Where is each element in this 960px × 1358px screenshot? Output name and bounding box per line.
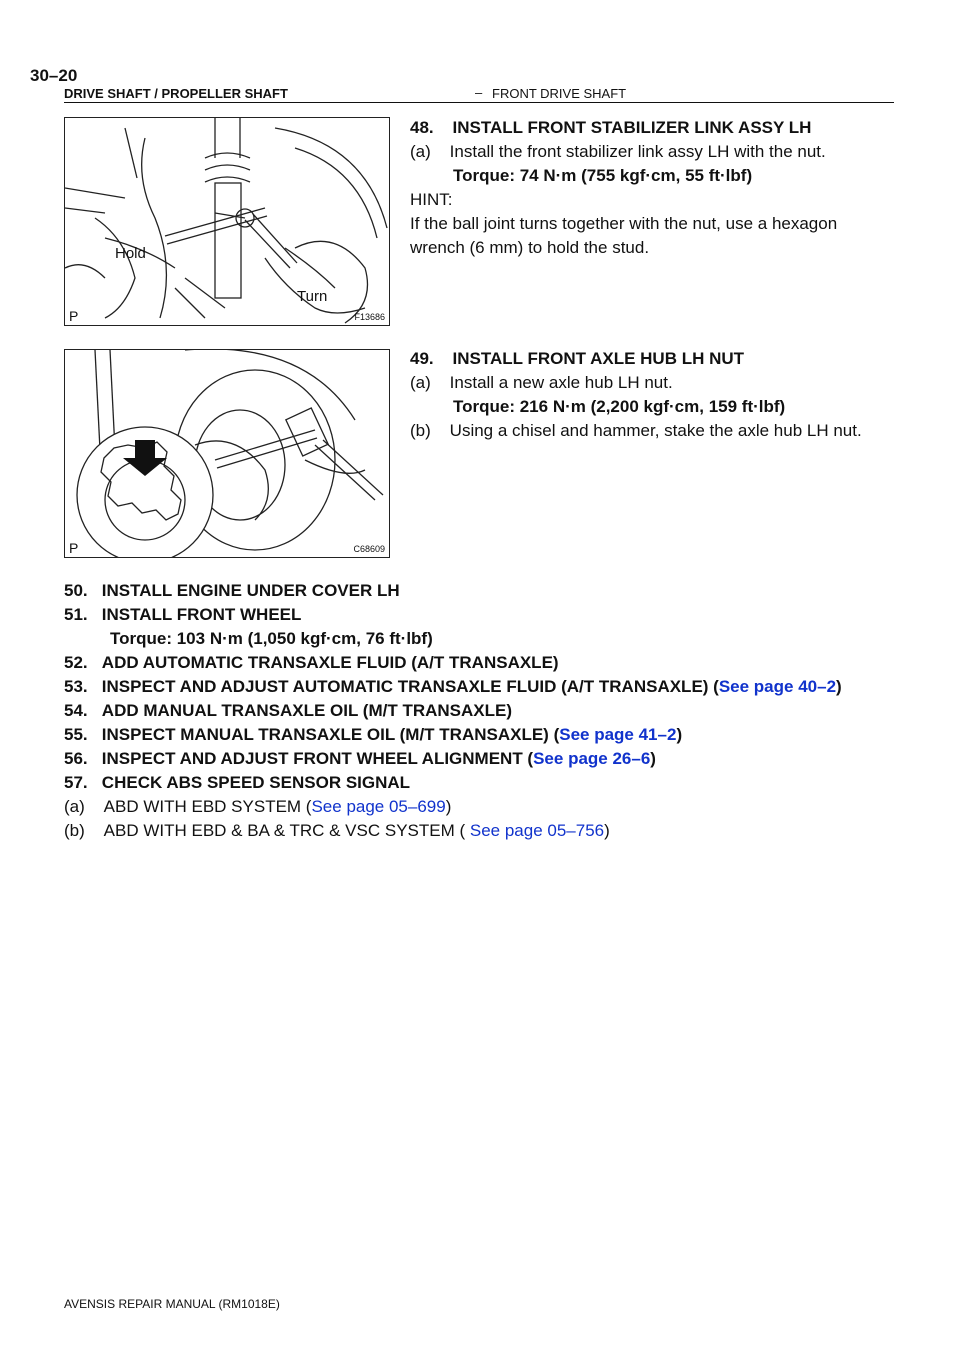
step-57-b-text: (b) ABD WITH EBD & BA & TRC & VSC SYSTEM ( [64, 821, 470, 840]
step-48-torque: Torque: 74 N·m (755 kgf·cm, 55 ft·lbf) [453, 166, 753, 185]
close-paren: ) [650, 749, 656, 768]
close-paren: ) [604, 821, 610, 840]
figure-axle-hub-nut [64, 349, 390, 558]
label-hold: Hold [115, 245, 146, 262]
close-paren: ) [445, 797, 452, 816]
axle-hub-nut-illustration [65, 350, 389, 557]
close-paren: ) [836, 677, 842, 696]
label-turn: Turn [297, 288, 328, 305]
step-48-hint-line2: wrench (6 mm) to hold the stud. [410, 238, 650, 257]
section-header [64, 86, 894, 103]
step-51: 51. INSTALL FRONT WHEEL [64, 605, 302, 624]
step-49-b: (b) Using a chisel and hammer, stake the axle hub LH nut. [410, 421, 862, 440]
step-54: 54. ADD MANUAL TRANSAXLE OIL (M/T TRANSAXLE) [64, 701, 512, 720]
step-57: 57. CHECK ABS SPEED SENSOR SIGNAL [64, 773, 411, 792]
step-53-link[interactable]: See page 40–2 [718, 677, 837, 696]
stabilizer-link-illustration [65, 118, 389, 325]
figure-p-mark: P [69, 308, 79, 324]
step-57-b-link[interactable]: See page 05–756 [469, 821, 605, 840]
step-57-a-link[interactable]: See page 05–699 [311, 797, 446, 816]
step-49-title: 49. INSTALL FRONT AXLE HUB LH NUT [410, 349, 745, 368]
step-57-b [64, 820, 610, 842]
step-51-torque: Torque: 103 N·m (1,050 kgf·cm, 76 ft·lbf) [110, 629, 433, 648]
step-55 [64, 724, 682, 746]
figure-stabilizer-link [64, 117, 390, 326]
section-title: DRIVE SHAFT / PROPELLER SHAFT [64, 86, 288, 101]
figure-p-mark: P [69, 540, 79, 556]
step-49-torque: Torque: 216 N·m (2,200 kgf·cm, 159 ft·lbf) [453, 397, 786, 416]
step-52: 52. ADD AUTOMATIC TRANSAXLE FLUID (A/T TRANSAXLE) [64, 653, 559, 672]
step-53-text: 53. INSPECT AND ADJUST AUTOMATIC TRANSAXLE FLUID (A/T TRANSAXLE) ( [64, 677, 719, 696]
step-56-text: 56. INSPECT AND ADJUST FRONT WHEEL ALIGNMENT ( [64, 749, 534, 768]
step-57-a [64, 796, 451, 818]
step-48-a: (a) Install the front stabilizer link assy LH with the nut. [410, 142, 826, 161]
step-48-title: 48. INSTALL FRONT STABILIZER LINK ASSY LH [410, 118, 812, 137]
footer-manual: AVENSIS REPAIR MANUAL (RM1018E) [64, 1297, 280, 1311]
step-48-hint-label: HINT: [410, 190, 453, 209]
step-56 [64, 748, 656, 770]
step-57-a-text: (a) ABD WITH EBD SYSTEM ( [64, 797, 312, 816]
subsection-title: FRONT DRIVE SHAFT [492, 86, 627, 101]
step-48-hint-line1: If the ball joint turns together with the nut, use a hexagon [410, 214, 838, 233]
close-paren: ) [676, 725, 683, 744]
step-50: 50. INSTALL ENGINE UNDER COVER LH [64, 581, 400, 600]
step-49-a: (a) Install a new axle hub LH nut. [410, 373, 673, 392]
page-number: 30–20 [30, 66, 78, 85]
figure-code: C68609 [353, 544, 385, 554]
step-55-link[interactable]: See page 41–2 [559, 725, 677, 744]
step-56-link[interactable]: See page 26–6 [533, 749, 651, 768]
step-53 [64, 676, 842, 698]
header-separator: – [475, 85, 483, 100]
step-55-text: 55. INSPECT MANUAL TRANSAXLE OIL (M/T TRANSAXLE) ( [64, 725, 560, 744]
figure-code: F13686 [354, 312, 385, 322]
